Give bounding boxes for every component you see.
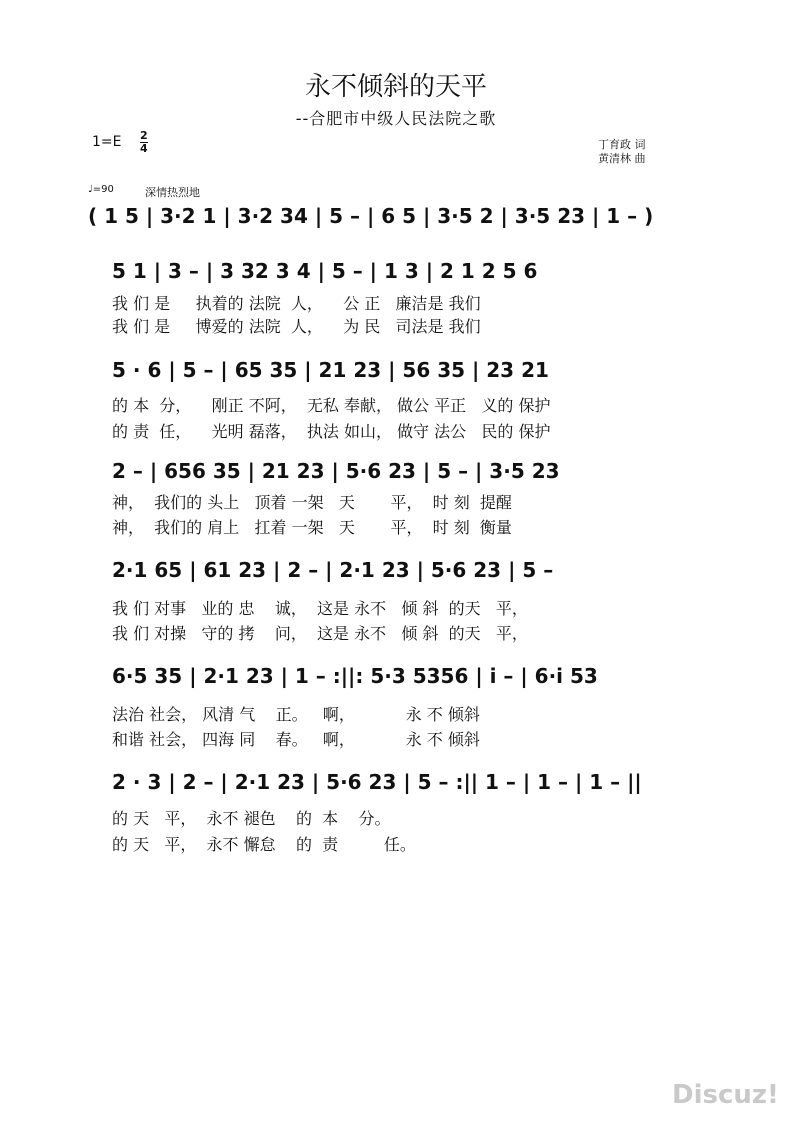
system-3-lyrics-2: 的 责 任， 光明 磊落， 执法 如山， 做守 法公 民的 保护 xyxy=(112,422,551,441)
system-4-notes: 2 – | 656 35 | 21 23 | 5·6 23 | 5 – | 3·5 23 xyxy=(112,459,560,483)
system-5-notes: 2·1 65 | 61 23 | 2 – | 2·1 23 | 5·6 23 | 5 – xyxy=(112,558,554,582)
system-1-notes: ( 1 5 | 3·2 1 | 3·2 34 | 5 – | 6 5 | 3·5 2 | 3·5 23 | 1 – ) xyxy=(88,204,654,228)
system-6-lyrics-2: 和谐 社会， 四海 同 春。 啊， 永 不 倾斜 xyxy=(112,730,480,749)
system-7-notes: 2 · 3 | 2 – | 2·1 23 | 5·6 23 | 5 – :|| 1 – | 1 – | 1 – || xyxy=(112,770,642,794)
tempo-mark: ♩=90 xyxy=(88,184,114,195)
time-signature-top: 2 xyxy=(140,129,148,142)
watermark-logo: Discuz! xyxy=(672,1080,779,1110)
song-subtitle: --合肥市中级人民法院之歌 xyxy=(295,109,497,128)
system-6-lyrics-1: 法治 社会， 风清 气 正。 啊， 永 不 倾斜 xyxy=(112,705,480,724)
system-4-lyrics-1: 神， 我们的 头上 顶着 一架 天 平， 时 刻 提醒 xyxy=(112,493,512,512)
system-2-lyrics-1: 我 们 是 执着的 法院 人， 公 正 廉洁是 我们 xyxy=(112,294,481,313)
time-signature-bottom: 4 xyxy=(140,142,148,155)
lyricist: 丁育政 词 xyxy=(598,138,646,151)
system-7-lyrics-2: 的 天 平， 永不 懈怠 的 责 任。 xyxy=(112,835,416,854)
system-2-notes: 5 1 | 3 – | 3 32 3 4 | 5 – | 1 3 | 2 1 2 5 6 xyxy=(112,259,538,283)
system-4-lyrics-2: 神， 我们的 肩上 扛着 一架 天 平， 时 刻 衡量 xyxy=(112,518,512,537)
system-6-notes: 6·5 35 | 2·1 23 | 1 – :||: 5·3 5356 | i – | 6·i 53 xyxy=(112,664,598,688)
system-3-notes: 5 · 6 | 5 – | 65 35 | 21 23 | 56 35 | 23 21 xyxy=(112,358,549,382)
song-title: 永不倾斜的天平 xyxy=(304,72,487,102)
time-signature xyxy=(140,130,148,155)
system-5-lyrics-1: 我 们 对事 业的 忠 诚， 这是 永不 倾 斜 的天 平， xyxy=(112,599,528,618)
expression-mark: 深情热烈地 xyxy=(145,186,200,199)
system-5-lyrics-2: 我 们 对操 守的 拷 问， 这是 永不 倾 斜 的天 平， xyxy=(112,624,528,643)
system-3-lyrics-1: 的 本 分， 刚正 不阿， 无私 奉献， 做公 平正 义的 保护 xyxy=(112,396,551,415)
composer: 黄清林 曲 xyxy=(598,152,646,165)
credits xyxy=(598,138,646,166)
system-7-lyrics-1: 的 天 平， 永不 褪色 的 本 分。 xyxy=(112,809,391,828)
key-signature: 1=E xyxy=(92,134,122,150)
system-2-lyrics-2: 我 们 是 博爱的 法院 人， 为 民 司法是 我们 xyxy=(112,317,481,336)
